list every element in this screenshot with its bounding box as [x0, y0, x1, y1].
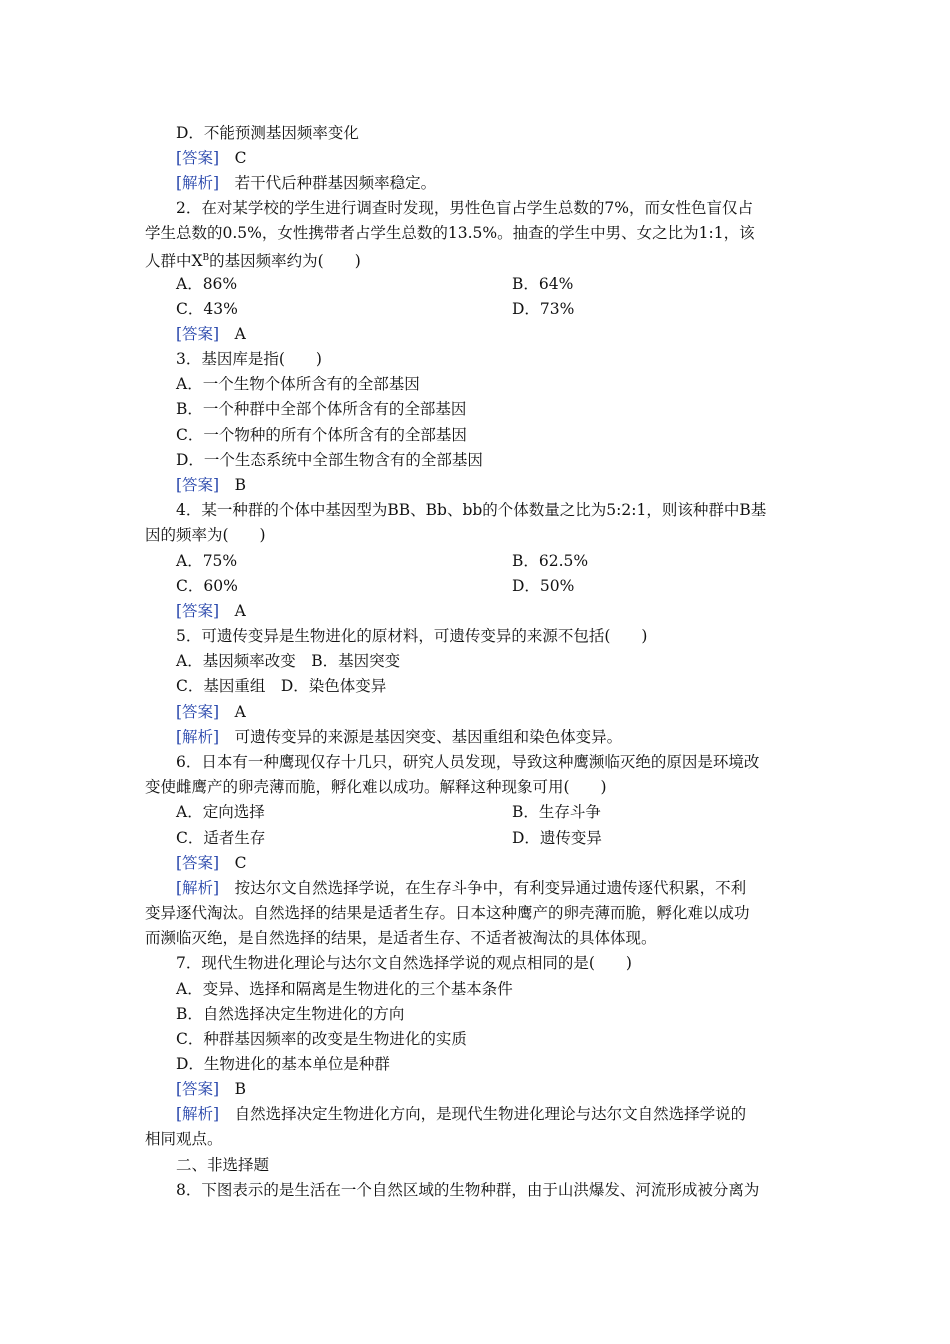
q7-stem: 7．现代生物进化理论与达尔文自然选择学说的观点相同的是( ): [176, 954, 632, 972]
q6-option-d: D．遗传变异: [512, 829, 602, 847]
q2-stem-line-2: 学生总数的0.5%，女性携带者占学生总数的13.5%。抽查的学生中男、女之比为1:1，该: [145, 224, 755, 242]
q3-option-b: B．一个种群中全部个体所含有的全部基因: [176, 400, 467, 418]
analysis-text: 自然选择决定生物进化方向，是现代生物进化理论与达尔文自然选择学说的: [234, 1105, 747, 1123]
q4-stem-line-1: 4．某一种群的个体中基因型为BB、Bb、bb的个体数量之比为5:2:1，则该种群中B基: [176, 501, 767, 519]
q3-answer: [176, 475, 246, 495]
q3-option-c: C．一个物种的所有个体所含有的全部基因: [176, 426, 467, 444]
answer-value: A: [234, 602, 246, 620]
q1-analysis: [176, 173, 436, 193]
q7-analysis-line-1: [176, 1104, 746, 1124]
q2-option-b: B．64%: [512, 275, 574, 293]
q4-option-c: C．60%: [176, 577, 238, 595]
answer-label: [答案]: [176, 149, 220, 167]
answer-value: B: [234, 476, 247, 494]
section-heading: 二、非选择题: [176, 1156, 270, 1174]
q3-option-a: A．一个生物个体所含有的全部基因: [176, 375, 420, 393]
answer-label: [答案]: [176, 325, 220, 343]
superscript: B: [202, 253, 210, 263]
q8-stem-line-1: 8．下图表示的是生活在一个自然区域的生物种群，由于山洪爆发、河流形成被分离为: [176, 1181, 760, 1199]
q2-stem-text: 人群中X: [145, 252, 203, 271]
answer-value: B: [234, 1080, 247, 1098]
analysis-text: 若干代后种群基因频率稳定。: [234, 174, 437, 192]
q5-stem: 5．可遗传变异是生物进化的原材料，可遗传变异的来源不包括( ): [176, 627, 648, 645]
q6-analysis-line-1: [176, 878, 746, 898]
q7-option-c: C．种群基因频率的改变是生物进化的实质: [176, 1030, 467, 1048]
q6-answer: [176, 853, 247, 873]
q7-option-b: B．自然选择决定生物进化的方向: [176, 1005, 405, 1023]
answer-value: C: [234, 149, 247, 167]
q6-option-a: A．定向选择: [176, 803, 265, 821]
q7-answer: [176, 1079, 246, 1099]
q2-stem-text-end: 的基因频率约为( ): [209, 252, 361, 271]
q2-stem-line-3: [145, 248, 361, 271]
q4-answer: [176, 601, 246, 621]
q1-answer: [176, 148, 247, 168]
q6-analysis-line-3: 而濒临灭绝，是自然选择的结果，是适者生存、不适者被淘汰的具体体现。: [145, 929, 657, 947]
q6-stem-line-1: 6．日本有一种鹰现仅存十几只，研究人员发现，导致这种鹰濒临灭绝的原因是环境改: [176, 753, 760, 771]
answer-value: A: [234, 325, 246, 343]
q3-option-d: D．一个生态系统中全部生物含有的全部基因: [176, 451, 483, 469]
q1-option-d: D．不能预测基因频率变化: [176, 124, 359, 142]
q6-option-c: C．适者生存: [176, 829, 266, 847]
analysis-text: 可遗传变异的来源是基因突变、基因重组和染色体变异。: [234, 728, 623, 746]
answer-label: [答案]: [176, 854, 220, 872]
q4-option-a: A．75%: [176, 552, 238, 570]
q5-options-cd: C．基因重组 D．染色体变异: [176, 677, 387, 695]
q2-option-a: A．86%: [176, 275, 238, 293]
q4-option-d: D．50%: [512, 577, 575, 595]
answer-label: [答案]: [176, 602, 220, 620]
q6-analysis-line-2: 变异逐代淘汰。自然选择的结果是适者生存。日本这种鹰产的卵壳薄而脆，孵化难以成功: [145, 904, 750, 922]
q4-stem-line-2: 因的频率为( ): [145, 526, 266, 544]
q2-answer: [176, 324, 246, 344]
answer-value: C: [234, 854, 247, 872]
q2-stem-line-1: 2．在对某学校的学生进行调查时发现，男性色盲占学生总数的7%，而女性色盲仅占: [176, 199, 753, 217]
answer-label: [答案]: [176, 476, 220, 494]
analysis-label: [解析]: [176, 174, 220, 192]
q7-option-a: A．变异、选择和隔离是生物进化的三个基本条件: [176, 980, 513, 998]
analysis-label: [解析]: [176, 728, 220, 746]
analysis-label: [解析]: [176, 879, 220, 897]
q4-option-b: B．62.5%: [512, 552, 589, 570]
q6-stem-line-2: 变使雌鹰产的卵壳薄而脆，孵化难以成功。解释这种现象可用( ): [145, 778, 607, 796]
answer-value: A: [234, 703, 246, 721]
q5-analysis: [176, 727, 622, 747]
q5-answer: [176, 702, 246, 722]
q3-stem: 3．基因库是指( ): [176, 350, 322, 368]
q2-option-c: C．43%: [176, 300, 238, 318]
analysis-text: 按达尔文自然选择学说，在生存斗争中，有利变异通过遗传逐代积累，不利: [234, 879, 747, 897]
q7-option-d: D．生物进化的基本单位是种群: [176, 1055, 390, 1073]
answer-label: [答案]: [176, 1080, 220, 1098]
q6-option-b: B．生存斗争: [512, 803, 601, 821]
answer-label: [答案]: [176, 703, 220, 721]
q5-options-ab: A．基因频率改变 B．基因突变: [176, 652, 401, 670]
analysis-label: [解析]: [176, 1105, 220, 1123]
q2-option-d: D．73%: [512, 300, 575, 318]
q7-analysis-line-2: 相同观点。: [145, 1130, 223, 1148]
